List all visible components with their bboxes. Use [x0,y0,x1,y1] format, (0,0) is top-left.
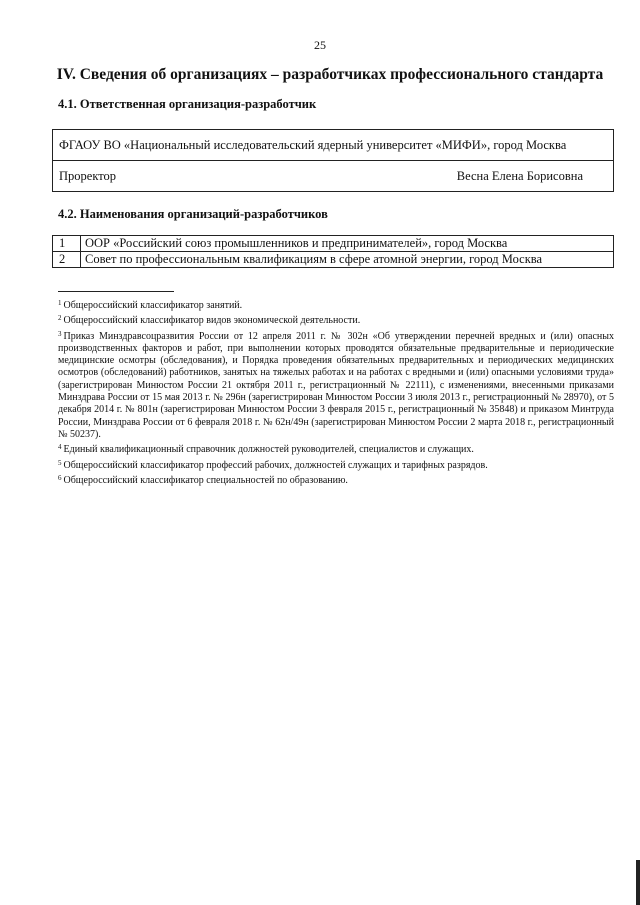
footnote-mark: 6 [58,473,62,482]
row-number: 1 [53,236,81,252]
footnote-mark: 5 [58,458,62,467]
table-row [53,161,614,192]
table-row [53,236,614,252]
footnote-text: Приказ Минздравсоцразвития России от 12 апреля 2011 г. № 302н «Об утверждении перечней вредных и (или) опасных производственных факторов и работ, при выполнении которых проводятся обязательные предварительные и периодические медицинские осмотры (обследования), и Порядка проведения обязательных предварительных и периодических медицинских осмотров (обследований) работников, занятых на тяжелых работах и на работах с вредными и (или) опасными условиями труда» (зарегистрирован Минюстом России 21 октября 2011 г., регистрационный № 22111), с изменениями, внесенными приказами Минздрава России от 15 мая 2013 г. № 296н (зарегистрирован Минюстом России 3 июля 2013 г., регистрационный № 28970), от 5 декабря 2014 г. № 801н (зарегистрирован Минюстом России 3 февраля 2015 г., регистрационный № 35848) и приказом Минтруда России, Минздрава России от 6 февраля 2018 г. № 62н/49н (зарегистрирован Минюстом России 2 марта 2018 г., регистрационный № 50237). [58,330,614,440]
page-number: 25 [314,38,326,52]
footnote-mark: 4 [58,443,62,452]
footnote-text: Общероссийский классификатор профессий рабочих, должностей служащих и тарифных разрядов. [63,459,488,471]
footnote-mark: 3 [58,329,62,338]
footnote [58,441,614,456]
table-row [53,130,614,161]
footnote [58,297,614,312]
developer-org-name: ООР «Российский союз промышленников и предпринимателей», город Москва [81,236,614,252]
scan-edge-mark [636,860,640,905]
footnotes [58,297,614,487]
row-number: 2 [53,252,81,268]
developer-orgs-table [52,235,614,268]
footnote-text: Общероссийский классификатор специальностей по образованию. [63,474,348,486]
developer-orgs-heading: 4.2. Наименования организаций-разработчиков [58,207,328,221]
signatory-name: Весна Елена Борисовна [456,168,583,183]
footnote-separator [58,291,174,292]
signatory-row [59,169,607,184]
footnote-text: Единый квалификационный справочник должностей руководителей, специалистов и служащих. [63,444,474,456]
footnote [58,328,614,442]
signatory-position: Проректор [59,168,117,183]
footnote [58,312,614,327]
footnote [58,472,614,487]
table-row [53,252,614,268]
developer-org-name: Совет по профессиональным квалификациям в сфере атомной энергии, город Москва [81,252,614,268]
responsible-org-heading: 4.1. Ответственная организация-разработчик [58,97,317,111]
section-title: IV. Сведения об организациях – разработчиках профессионального стандарта [56,66,604,83]
footnote-mark: 1 [58,299,62,307]
responsible-org-table [52,129,614,192]
responsible-signatory-cell [53,161,614,192]
footnote [58,457,614,472]
footnote-text: Общероссийский классификатор видов экономической деятельности. [63,315,361,327]
footnote-mark: 2 [58,314,62,323]
footnote-text: Общероссийский классификатор занятий. [63,300,243,311]
responsible-org-name: ФГАОУ ВО «Национальный исследовательский ядерный университет «МИФИ», город Москва [53,130,614,161]
